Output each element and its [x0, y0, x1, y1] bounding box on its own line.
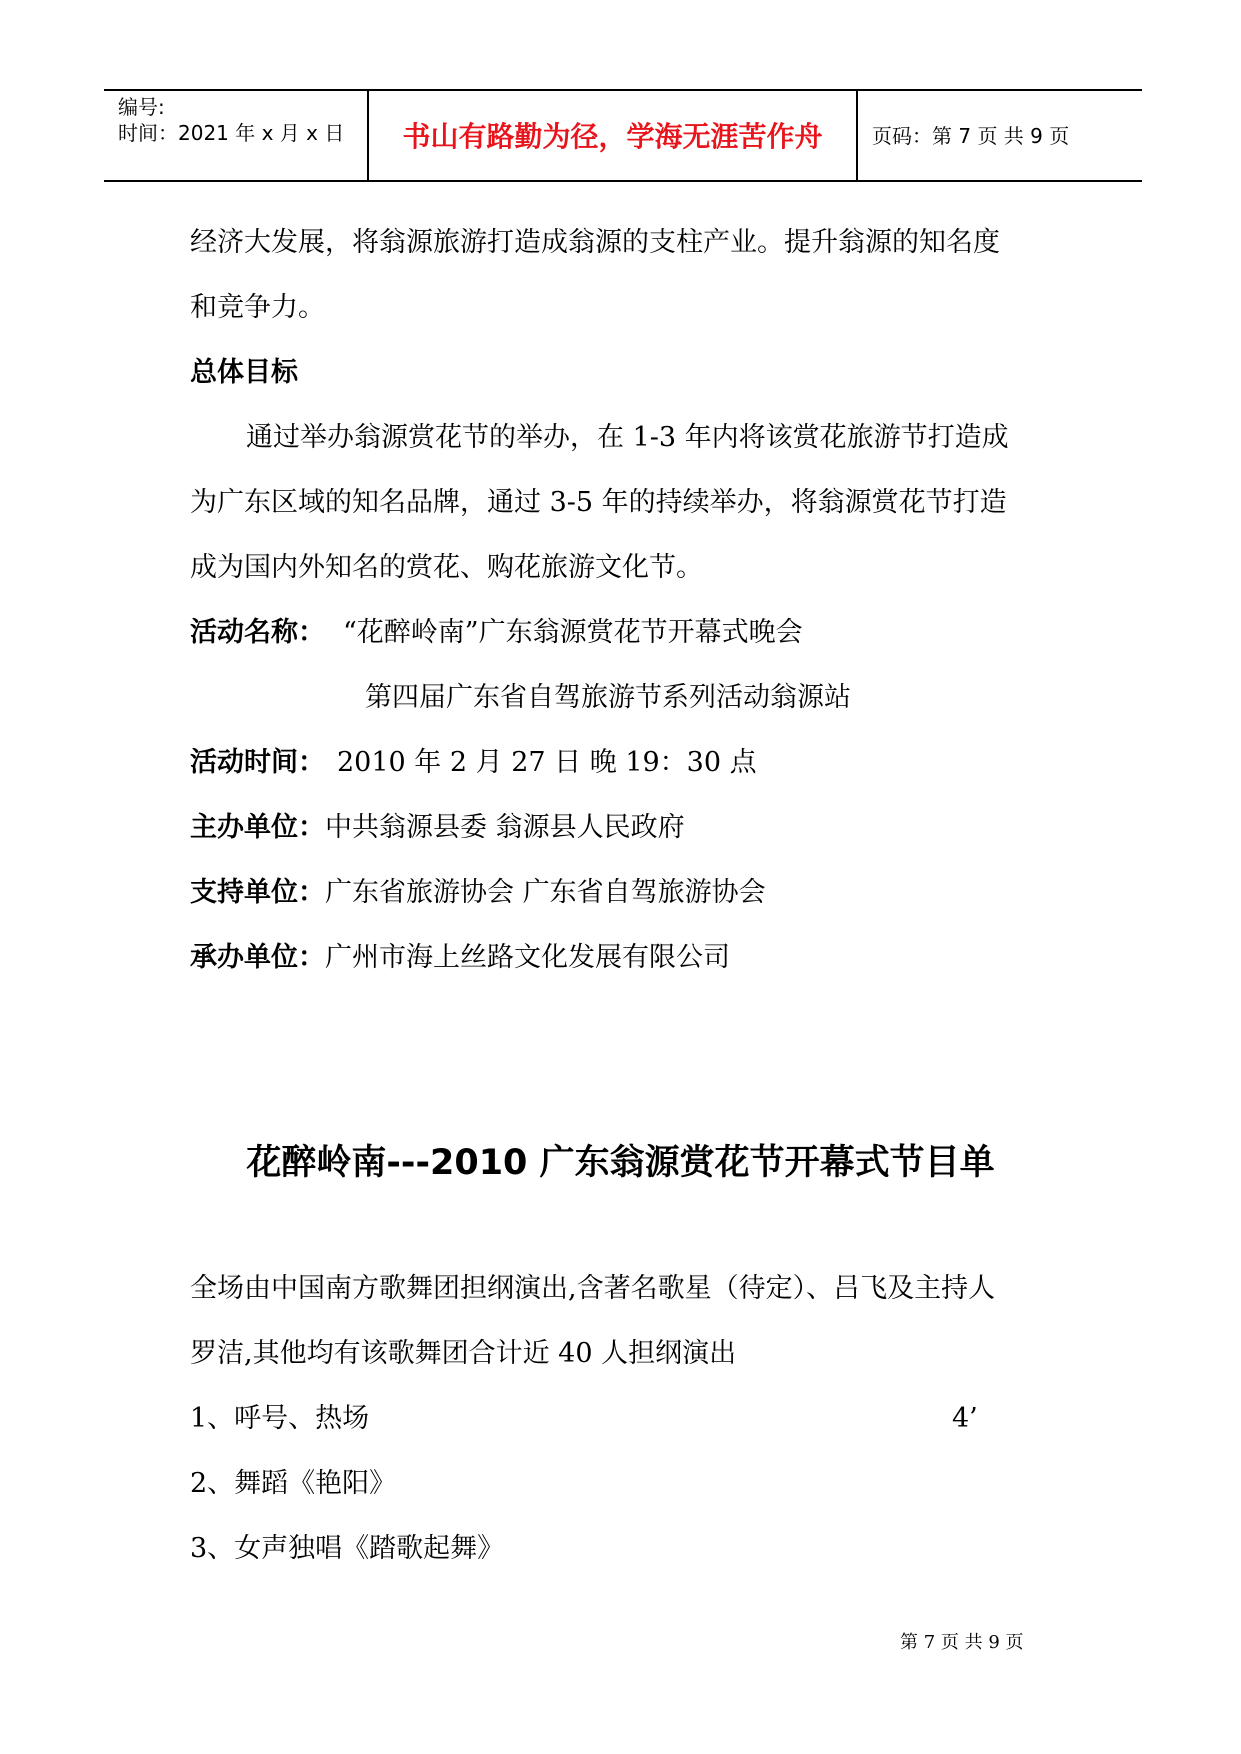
header-motto-cell — [369, 91, 858, 180]
organizer-label: 承办单位： — [190, 942, 325, 973]
program-item-1: 1、呼号、热场 — [190, 1403, 370, 1434]
host-label: 主办单位： — [190, 812, 325, 843]
header-motto: 书山有路勤为径，学海无涯苦作舟 — [402, 120, 823, 153]
program-item-1-duration: 4’ — [952, 1403, 978, 1434]
goal-heading: 总体目标 — [190, 357, 298, 388]
organizer-row — [190, 940, 730, 976]
header-left-cell — [104, 91, 369, 180]
program-item-3: 3、女声独唱《踏歌起舞》 — [190, 1533, 505, 1564]
support-value: 广东省旅游协会 广东省自驾旅游协会 — [325, 877, 766, 908]
host-value: 中共翁源县委 翁源县人民政府 — [325, 812, 685, 843]
program-item-2: 2、舞蹈《艳阳》 — [190, 1468, 397, 1499]
event-name-value-2: 第四届广东省自驾旅游节系列活动翁源站 — [365, 682, 851, 713]
event-time-label: 活动时间： — [190, 747, 325, 778]
program-desc-line-2: 罗洁,其他均有该歌舞团合计近 40 人担纲演出 — [190, 1338, 737, 1369]
intro-line-1: 经济大发展，将翁源旅游打造成翁源的支柱产业。提升翁源的知名度 — [190, 227, 1000, 258]
number-label: 编号: — [118, 95, 165, 119]
program-desc-line-1: 全场由中国南方歌舞团担纲演出,含著名歌星（待定）、吕飞及主持人 — [190, 1273, 996, 1304]
event-time-row — [190, 745, 757, 781]
document-header — [104, 89, 1142, 182]
header-right-cell — [858, 91, 1142, 180]
organizer-value: 广州市海上丝路文化发展有限公司 — [325, 942, 730, 973]
support-label: 支持单位： — [190, 877, 325, 908]
page-footer: 第 7 页 共 9 页 — [900, 1632, 1024, 1653]
time-label: 时间：2021 年 x 月 x 日 — [118, 121, 345, 145]
event-name-row — [190, 615, 803, 651]
page-code: 页码：第 7 页 共 9 页 — [872, 124, 1070, 148]
support-row — [190, 875, 766, 911]
event-name-value-1: “花醉岭南”广东翁源赏花节开幕式晚会 — [343, 617, 803, 648]
host-row — [190, 810, 685, 846]
intro-line-2: 和竞争力。 — [190, 292, 325, 323]
goal-line-2: 为广东区域的知名品牌，通过 3-5 年的持续举办，将翁源赏花节打造 — [190, 487, 1007, 518]
goal-line-3: 成为国内外知名的赏花、购花旅游文化节。 — [190, 552, 703, 583]
event-time-value: 2010 年 2 月 27 日 晚 19：30 点 — [337, 747, 757, 778]
event-name-label: 活动名称： — [190, 617, 325, 648]
goal-line-1: 通过举办翁源赏花节的举办，在 1-3 年内将该赏花旅游节打造成 — [246, 422, 1009, 453]
program-title: 花醉岭南---2010 广东翁源赏花节开幕式节目单 — [246, 1143, 995, 1183]
